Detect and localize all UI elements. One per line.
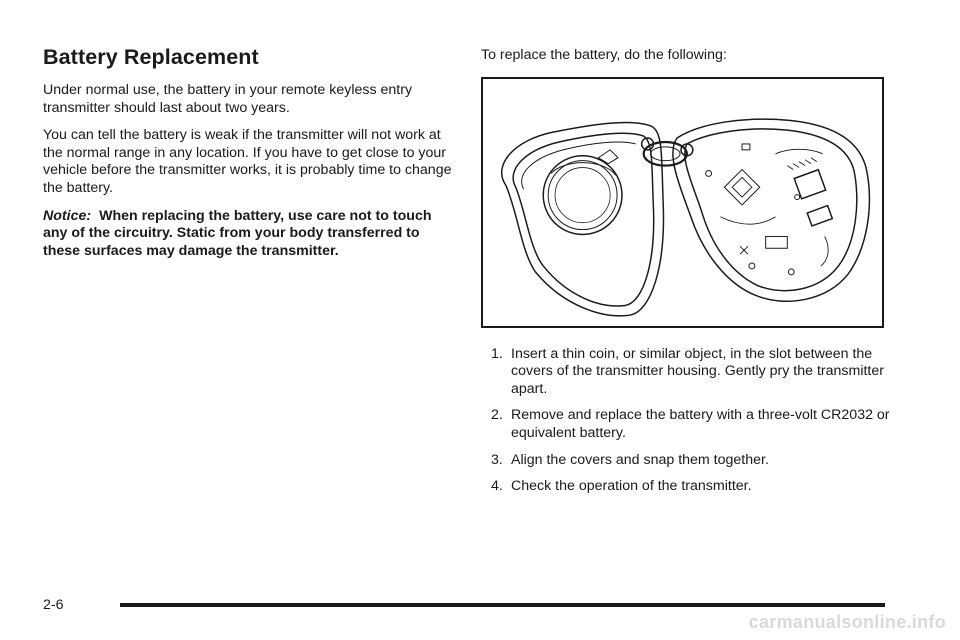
procedure-steps (481, 346, 891, 496)
step-item (491, 452, 891, 470)
left-column (43, 44, 453, 270)
step-text: Remove and replace the battery with a three-volt CR2032 or equivalent battery. (511, 407, 890, 441)
procedure-intro: To replace the battery, do the following: (481, 47, 727, 63)
step-text: Check the operation of the transmitter. (511, 478, 752, 495)
step-number: 3. (491, 451, 503, 468)
notice-text: When replacing the battery, use care not to touch any of the circuitry. Static from your body transferred to these surfaces may damage the transmitter. (43, 207, 432, 259)
step-number: 4. (491, 478, 503, 495)
footer-divider (120, 603, 885, 607)
right-housing-outer (673, 119, 870, 301)
left-housing-inner (513, 133, 654, 306)
right-column (481, 47, 891, 505)
notice-paragraph (43, 208, 453, 261)
paragraph-battery-life: Under normal use, the battery in your remote keyless entry transmitter should last about two years. (43, 82, 413, 116)
page-number: 2-6 (43, 597, 64, 613)
step-item (491, 478, 891, 496)
step-item (491, 346, 891, 399)
circuit-chip (794, 169, 825, 198)
step-text: Insert a thin coin, or similar object, in the slot between the covers of the transmitter housing. Gently pry the transmitter apart. (511, 345, 884, 397)
transmitter-drawing (483, 79, 882, 326)
section-title: Battery Replacement (43, 45, 259, 69)
transmitter-illustration (481, 77, 884, 328)
step-item (491, 407, 891, 442)
paragraph-weak-battery: You can tell the battery is weak if the transmitter will not work at the normal range in any location. If you have to get close to your vehicle before the transmitter works, it is probably time to change the battery. (43, 127, 452, 196)
notice-label: Notice: (43, 207, 92, 224)
right-housing-inner (685, 129, 857, 291)
step-text: Align the covers and snap them together. (511, 451, 769, 468)
step-number: 2. (491, 407, 503, 424)
step-number: 1. (491, 345, 503, 362)
watermark: carmanualsonline.info (748, 612, 946, 632)
